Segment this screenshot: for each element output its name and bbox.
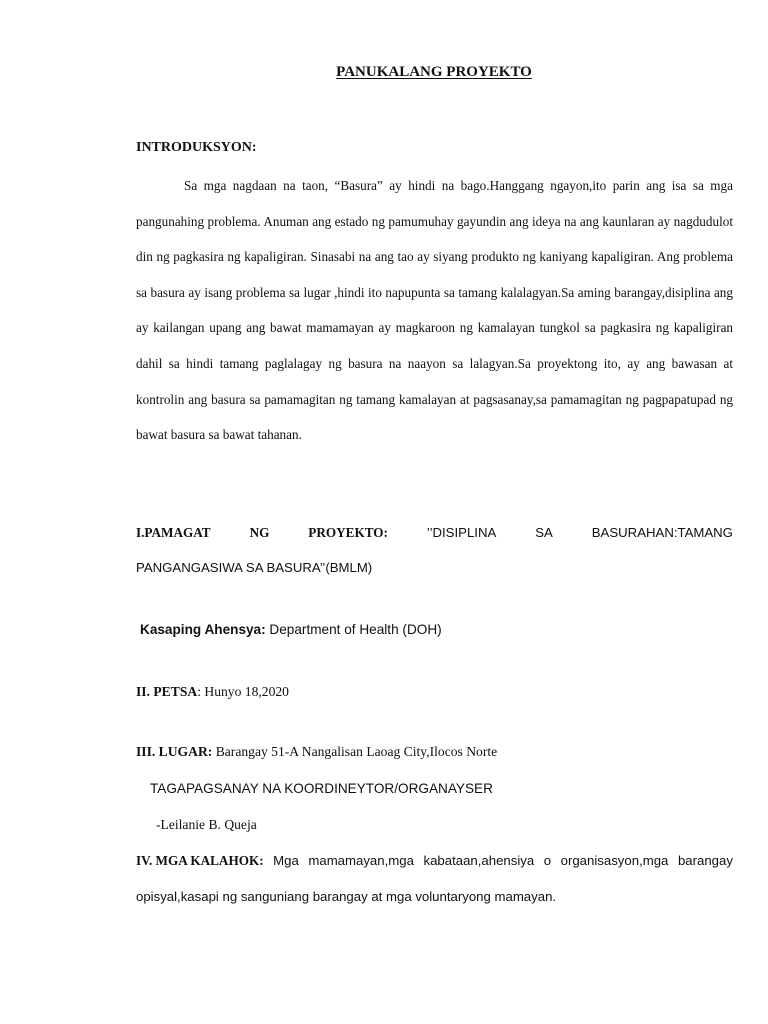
intro-line: ng kaniyang kapaligiran. Ang problema sa basura ay isang problema sa lugar ,hindi ito napupunta (136, 249, 733, 300)
project-title-word: BASURAHAN:TAMANG (591, 525, 733, 540)
intro-line: ay magkaroon ng kamalayan tungkol sa pagkasira ng kapaligiran dahil sa hindi tamang paglalagay (136, 320, 734, 371)
date-label: II. PETSA (136, 684, 198, 699)
intro-line: mga pangunahing problema. Anuman ang estado ng pamumuhay gayundin ang ideya na ang (136, 178, 733, 229)
location-value: Barangay 51-A Nangalisan Laoag City,Ilocos Norte (212, 744, 498, 759)
intro-paragraph (136, 168, 733, 453)
intro-heading: INTRODUKSYON: (136, 140, 257, 155)
agency-value: Department of Health (DOH) (265, 622, 442, 637)
participants-word: barangay (677, 853, 733, 868)
participants-section (136, 843, 733, 915)
participants-word: mamamayan,mga (308, 853, 414, 868)
project-title-line (136, 515, 733, 550)
agency-label: Kasaping Ahensya: (140, 622, 266, 637)
participants-word: organisasyon,mga (560, 853, 669, 868)
coordinator-name: -Leilanie B. Queja (156, 817, 257, 832)
project-title-section (136, 515, 733, 585)
location-line (136, 744, 497, 760)
participants-label: IV. MGA KALAHOK: (136, 853, 264, 868)
intro-line: sa tamang kalalagyan.Sa aming barangay,disiplina ang ay kailangan upang ang bawat mamamayan (136, 284, 733, 336)
date-value: : Hunyo 18,2020 (197, 684, 289, 699)
location-label: III. LUGAR: (136, 744, 213, 759)
date-line (136, 684, 289, 700)
intro-line: Sa mga nagdaan na taon, “Basura” ay hindi na bago.Hanggang ngayon,ito parin ang isa sa (184, 178, 711, 193)
intro-line: ng basura na naayon sa lalagyan.Sa proyektong ito, ay ang bawasan at kontrolin ang basura sa (136, 355, 733, 407)
participants-word: o (543, 853, 552, 868)
project-title-line2: PANGANGASIWA SA BASURA’’(BMLM) (136, 560, 373, 575)
document-title: PANUKALANG PROYEKTO (336, 64, 532, 80)
project-title-word: ’’DISIPLINA (426, 525, 497, 540)
participants-word: kabataan,ahensiya (423, 853, 535, 868)
coordinator-heading: TAGAPAGSANAY NA KOORDINEYTOR/ORGANAYSER (150, 781, 493, 796)
intro-line: kaunlaran ay nagdudulot din ng pagkasira ng kapaligiran. Sinasabi na ang tao ay siyang produkto (136, 213, 733, 265)
project-title-word: NG (249, 525, 270, 540)
project-title-word: PROYEKTO: (308, 525, 388, 540)
intro-line: basura sa bawat tahanan. (170, 427, 302, 443)
participants-word: Mga (273, 853, 299, 868)
agency-line (140, 622, 442, 638)
project-title-word: I.PAMAGAT (136, 525, 211, 540)
participants-line2: opisyal,kasapi ng sanguniang barangay at mga voluntaryong mamayan. (136, 889, 557, 904)
project-title-word: SA (535, 525, 553, 540)
participants-line (136, 843, 733, 879)
intro-line: pamamagitan ng tamang kamalayan at pagsasanay,sa pamamagitan ng pagpapatupad ng bawat (136, 391, 734, 443)
